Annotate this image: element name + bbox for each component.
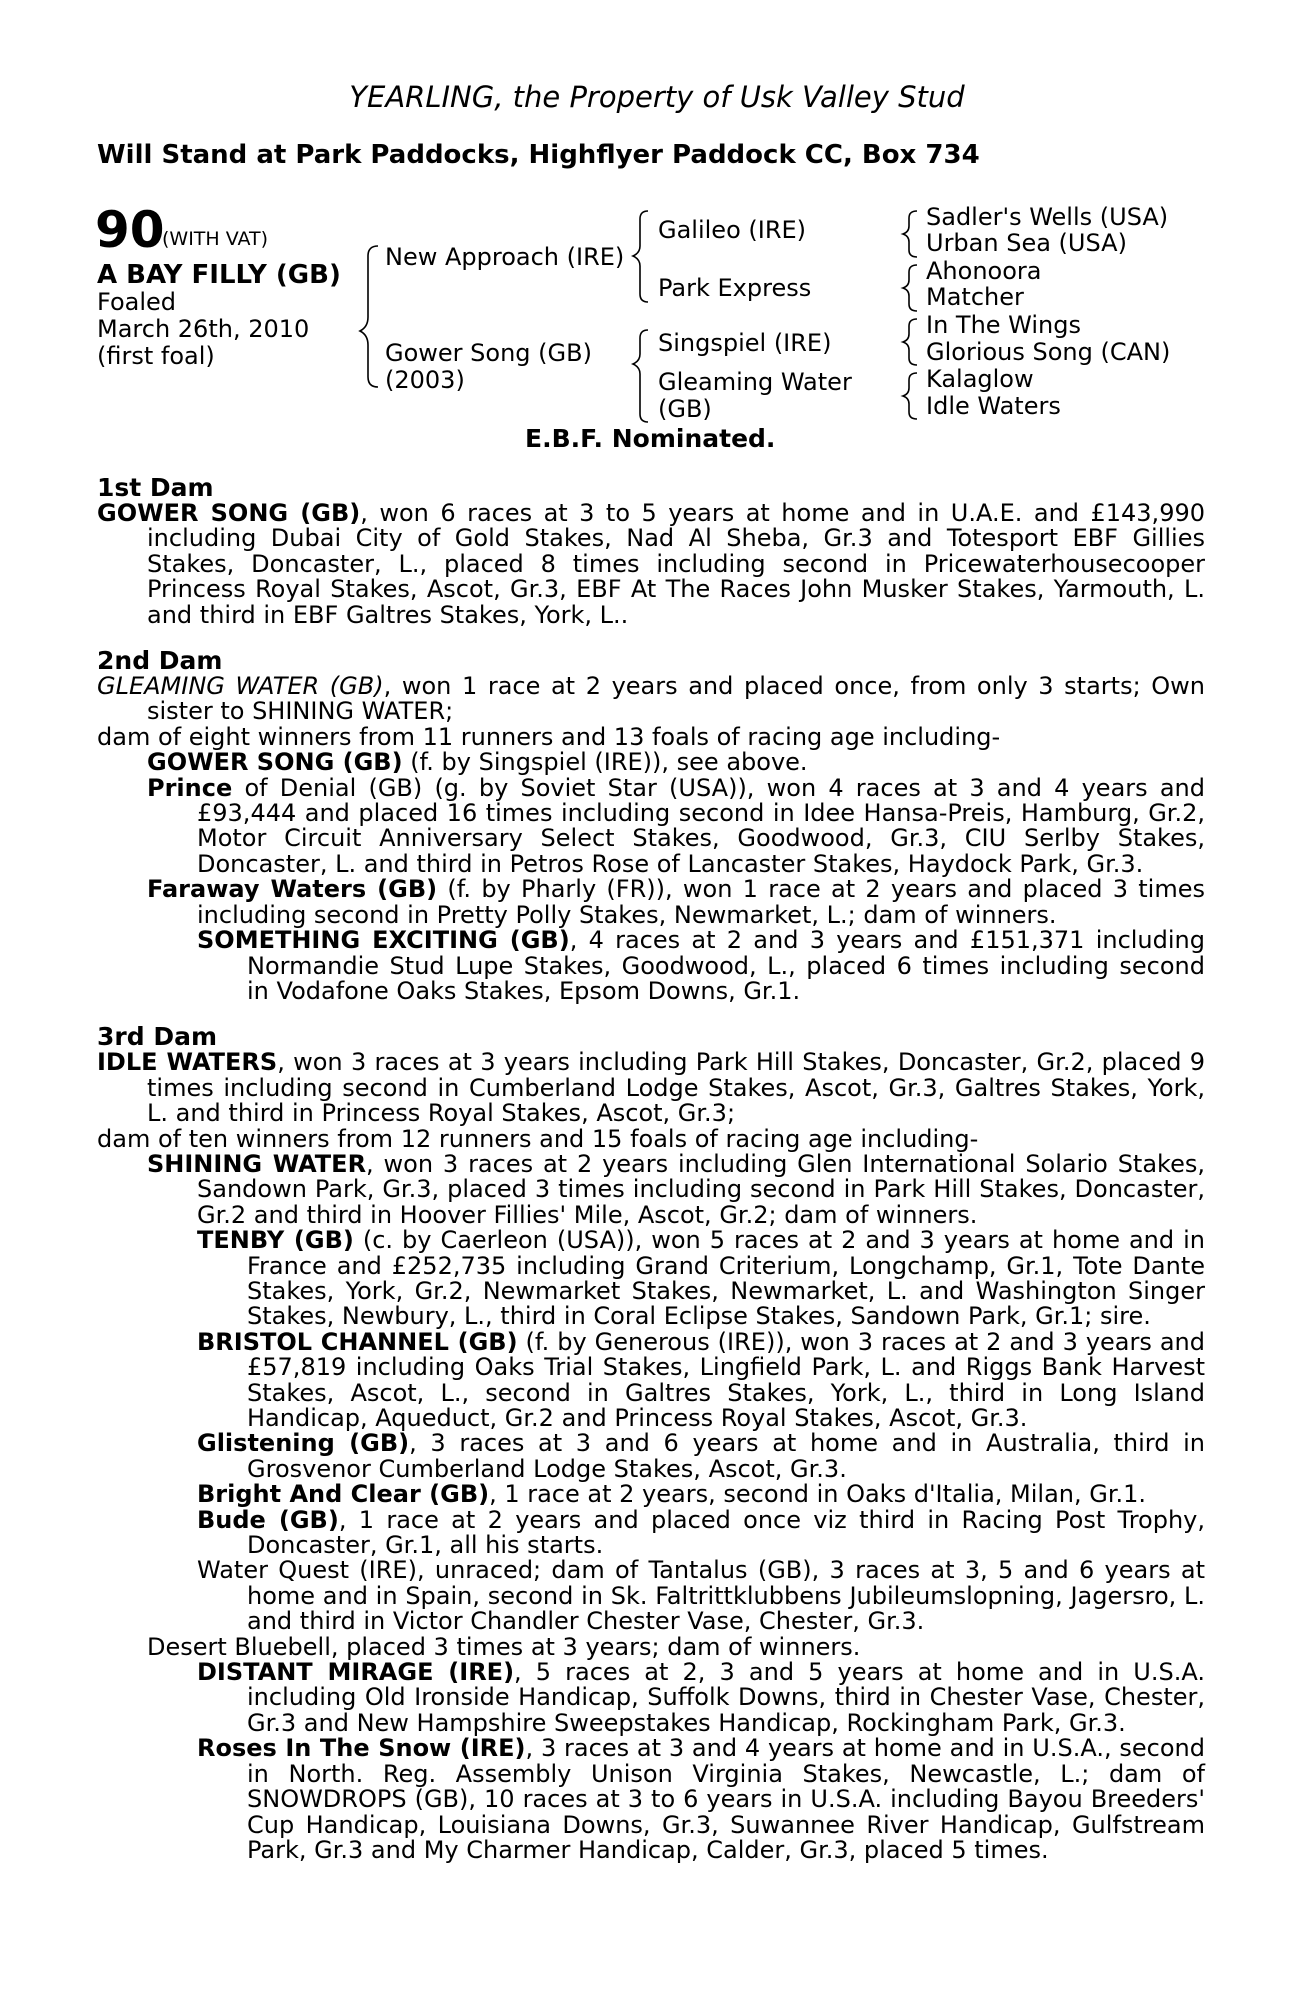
foal-note: (first foal) xyxy=(97,342,215,370)
pedigree-g8: Idle Waters xyxy=(926,392,1061,420)
stand-location: Will Stand at Park Paddocks, Highflyer Paddock CC, Box 734 xyxy=(97,140,980,170)
list-item: Prince of Denial (GB) (g. by Soviet Star (USA)), won 4 races at 3 and 4 years and £93,444 and placed 16 times including second in Idee Hansa-Preis, Hamburg, Gr.2, Motor Circuit Anniversary Select Stakes, Goodwood, Gr.3, CIU Serlby Stakes, Doncaster, L. and third in Petros Rose of Lancaster Stakes, Haydock Park, Gr.3. xyxy=(147,773,1205,878)
second-dam-entry xyxy=(97,674,1205,725)
second-dam-heading: 2nd Dam xyxy=(97,646,223,676)
ebf-nominated: E.B.F. Nominated. xyxy=(525,424,776,453)
third-dam-name: IDLE WATERS xyxy=(97,1048,278,1077)
pedigree-dam-dam-suffix: (GB) xyxy=(658,395,712,423)
brace-g1 xyxy=(903,211,917,257)
pedigree-g1: Sadler's Wells (USA) xyxy=(926,203,1169,231)
list-item: Water Quest (IRE), unraced; dam of Tantalus (GB), 3 races at 3, 5 and 6 years at home and in Spain, second in Sk. Faltrittklubbens Jubileumslopning, Jagersro, L. and third in Victor Chandler Chester Vase, Chester, Gr.3. xyxy=(197,1556,1205,1636)
brace-sire xyxy=(633,211,648,302)
first-dam-entry xyxy=(97,501,1205,628)
second-dam-record: , won 1 race at 2 years and placed once, from only 3 starts; Own sister to SHINING WATER; xyxy=(147,672,1205,726)
list-item: Desert Bluebell, placed 3 times at 3 years; dam of winners. xyxy=(147,1632,861,1661)
pedigree-text xyxy=(97,475,1205,1863)
second-dam-produce-summary: dam of eight winners from 11 runners and 13 foals of racing age including- xyxy=(97,722,1001,751)
pedigree-g4: Matcher xyxy=(926,283,1024,311)
brace-main xyxy=(360,246,378,387)
third-dam-heading: 3rd Dam xyxy=(97,1022,217,1052)
horse-name: A BAY FILLY (GB) xyxy=(97,260,341,290)
list-item: TENBY (GB) (c. by Caerleon (USA)), won 5 races at 2 and 3 years at home and in France and £252,735 including Grand Criterium, Longchamp, Gr.1, Tote Dante Stakes, York, Gr.2, Newmarket Stakes, Newmarket, L. and Washington Singer Stakes, Newbury, L., third in Coral Eclipse Stakes, Sandown Park, Gr.1; sire. xyxy=(197,1226,1205,1331)
pedigree-dam-year: (2003) xyxy=(385,366,465,394)
list-item: Faraway Waters (GB) (f. by Pharly (FR)), won 1 race at 2 years and placed 3 times including second in Pretty Polly Stakes, Newmarket, L.; dam of winners. xyxy=(147,875,1206,929)
pedigree-sire: New Approach (IRE) xyxy=(385,243,625,271)
pedigree-g2: Urban Sea (USA) xyxy=(926,229,1127,257)
brace-dam xyxy=(633,330,648,422)
list-item: Glistening (GB), 3 races at 3 and 6 years at home and in Australia, third in Grosvenor Cumberland Lodge Stakes, Ascot, Gr.3. xyxy=(197,1429,1205,1483)
pedigree-g5: In The Wings xyxy=(926,311,1082,339)
page-title: YEARLING, the Property of Usk Valley Stud xyxy=(349,80,965,114)
list-item: GOWER SONG (GB) (f. by Singspiel (IRE)), see above. xyxy=(147,748,808,777)
pedigree-dam-dam: Gleaming Water xyxy=(658,368,852,396)
third-dam-entry xyxy=(97,1050,1205,1126)
pedigree-sire-sire: Galileo (IRE) xyxy=(658,216,807,244)
pedigree-sire-dam: Park Express xyxy=(658,274,812,302)
brace-g2 xyxy=(903,265,917,311)
list-item: Roses In The Snow (IRE), 3 races at 3 and 4 years at home and in U.S.A., second in North. Reg. Assembly Unison Virginia Stakes, Newcastle, L.; dam of SNOWDROPS (GB), 10 races at 3 to 6 years in U.S.A. including Bayou Breeders' Cup Handicap, Louisiana Downs, Gr.3, Suwannee River Handicap, Gulfstream Park, Gr.3 and My Charmer Handicap, Calder, Gr.3, placed 5 times. xyxy=(197,1734,1206,1864)
third-dam-produce-summary: dam of ten winners from 12 runners and 15 foals of racing age including- xyxy=(97,1124,979,1153)
list-item: Bude (GB), 1 race at 2 years and placed once viz third in Racing Post Trophy, Doncaster, Gr.1, all his starts. xyxy=(197,1505,1205,1560)
list-item: BRISTOL CHANNEL (GB) (f. by Generous (IRE)), won 3 races at 2 and 3 years and £57,819 including Oaks Trial Stakes, Lingfield Park, L. and Riggs Bank Harvest Stakes, Ascot, L., second in Galtres Stakes, York, L., third in Long Island Handicap, Aqueduct, Gr.2 and Princess Royal Stakes, Ascot, Gr.3. xyxy=(197,1327,1206,1432)
pedigree-g3: Ahonoora xyxy=(926,257,1042,285)
lot-number: 90 xyxy=(95,201,165,259)
pedigree-g6: Glorious Song (CAN) xyxy=(926,338,1171,366)
pedigree-g7: Kalaglow xyxy=(926,365,1034,393)
first-dam-name: GOWER SONG (GB) xyxy=(97,499,361,527)
third-dam-record: , won 3 races at 3 years including Park Hill Stakes, Doncaster, Gr.2, placed 9 times including second in Cumberland Lodge Stakes, Ascot, Gr.3, Galtres Stakes, York, L. and third in Princess Royal Stakes, Ascot, Gr.3; xyxy=(147,1048,1206,1128)
second-dam-name: GLEAMING WATER (GB) xyxy=(97,672,384,701)
list-item: SHINING WATER, won 3 races at 2 years including Glen International Solario Stakes, Sandown Park, Gr.3, placed 3 times including second in Park Hill Stakes, Doncaster, Gr.2 and third in Hoover Fillies' Mile, Ascot, Gr.2; dam of winners. xyxy=(147,1149,1205,1229)
foaled-label: Foaled xyxy=(97,288,177,316)
brace-g4 xyxy=(903,373,917,419)
vat-note: (WITH VAT) xyxy=(162,228,269,250)
pedigree-dam-sire: Singspiel (IRE) xyxy=(658,329,832,357)
list-item: Bright And Clear (GB), 1 race at 2 years, second in Oaks d'Italia, Milan, Gr.1. xyxy=(197,1480,1147,1509)
list-item: SOMETHING EXCITING (GB), 4 races at 2 and 3 years and £151,371 including Normandie Stud Lupe Stakes, Goodwood, L., placed 6 times including second in Vodafone Oaks Stakes, Epsom Downs, Gr.1. xyxy=(197,926,1205,1005)
pedigree-dam: Gower Song (GB) xyxy=(385,339,592,367)
brace-g3 xyxy=(903,319,917,365)
list-item: DISTANT MIRAGE (IRE), 5 races at 2, 3 and 5 years at home and in U.S.A. including Old Ironside Handicap, Suffolk Downs, third in Chester Vase, Chester, Gr.3 and New Hampshire Sweepstakes Handicap, Rockingham Park, Gr.3. xyxy=(197,1658,1205,1737)
first-dam-heading: 1st Dam xyxy=(97,473,214,502)
first-dam-record: , won 6 races at 3 to 5 years at home and in U.A.E. and £143,990 including Dubai City of Gold Stakes, Nad Al Sheba, Gr.3 and Totesport EBF Gillies Stakes, Doncaster, L., placed 8 times including second in Pricewaterhousecooper Princess Royal Stakes, Ascot, Gr.3, EBF At The Races John Musker Stakes, Yarmouth, L. and third in EBF Galtres Stakes, York, L.. xyxy=(147,499,1205,629)
foaled-date: March 26th, 2010 xyxy=(97,315,310,343)
